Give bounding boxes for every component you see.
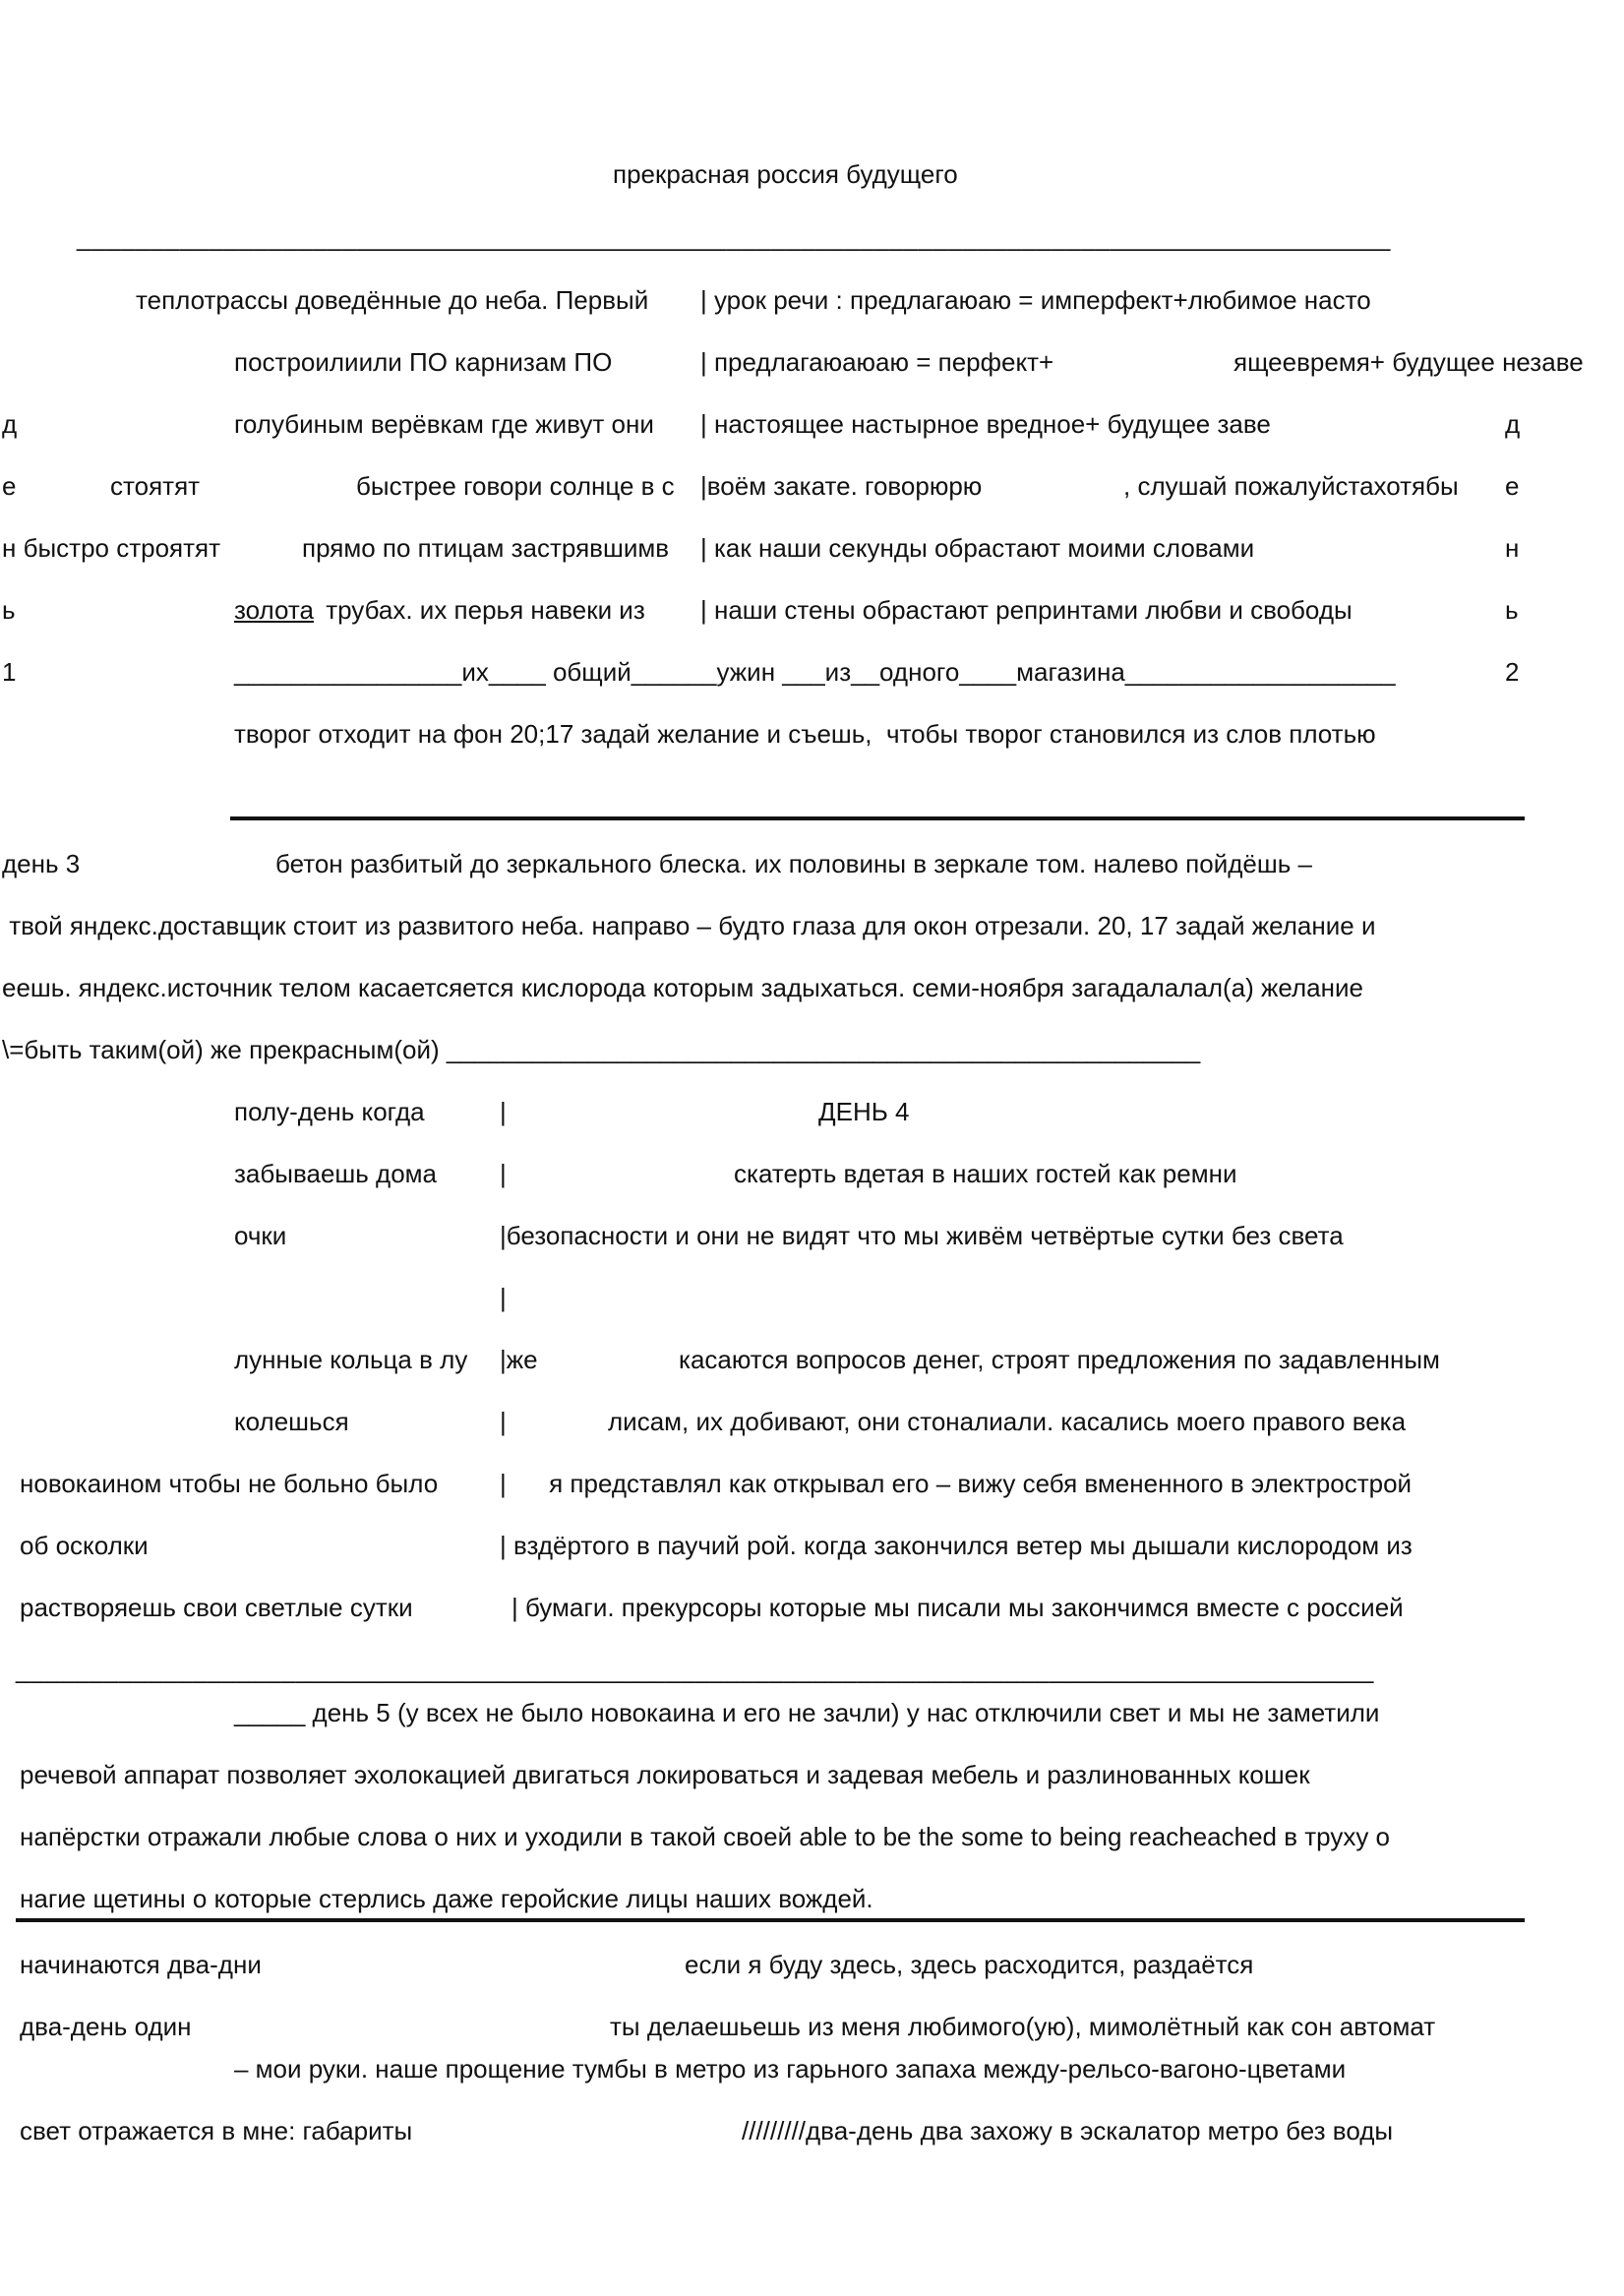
s3-bar-1: | (500, 1097, 507, 1126)
s1-line-6-left: трубах. их перья навеки из (319, 595, 645, 625)
s1-line-2-left: построилиили ПО карнизам ПО (234, 347, 613, 377)
s1-build-fast: н быстро строятят (2, 533, 221, 563)
s1-line-4-right: |воём закате. говорюрю (700, 471, 983, 501)
s5-line-4-left: свет отражается в мне: габариты (20, 2116, 413, 2145)
s3-right-6: лисам, их добивают, они стоналиали. касались моего правого века (608, 1407, 1407, 1436)
s3-right-8: | вздёртого в паучий рой. когда закончился ветер мы дышали кислородом из (500, 1531, 1413, 1560)
section-divider (16, 1918, 1525, 1922)
right-vertical-letter: е (1505, 471, 1520, 501)
s2-line-2: твой яндекс.доставщик стоит из развитого неба. направо – будто глаза для окон отрезали. 20, 17 задай желание и (2, 911, 1376, 940)
s1-line-4-tail: , слушай пожалуйстахотябы (1123, 471, 1459, 501)
right-vertical-letter: 2 (1505, 657, 1520, 687)
document-title: прекрасная россия будущего (613, 159, 958, 189)
s1-stoyat: стоятят (110, 471, 201, 501)
s3-bar-6: | (500, 1407, 507, 1436)
s3-bar-2: | (500, 1159, 507, 1188)
s5-line-2-right: ты делаешьешь из меня любимого(ую), мимолётный как сон автомат (610, 2012, 1436, 2041)
s1-line-6-right: | наши стены обрастают репринтами любви и свободы (700, 595, 1353, 625)
left-vertical-letter: 1 (2, 657, 17, 687)
s3-left-5: лунные кольца в лу (234, 1345, 468, 1374)
s3-left-9: растворяешь свои светлые сутки (20, 1593, 413, 1622)
s1-line-5-left: прямо по птицам застрявшимв (302, 533, 670, 563)
s4-line-3: напёрстки отражали любые слова о них и уходили в такой своей able to be the some to being reacheached в труху о (20, 1822, 1391, 1851)
s3-left-1: полу-день когда (234, 1097, 425, 1126)
s3-left-6: колешься (234, 1407, 349, 1436)
s5-line-1-left: начинаются два-дни (20, 1950, 262, 1979)
s4-line-1: _____ день 5 (у всех не было новокаина и его не зачли) у нас отключили свет и мы не заметили (234, 1698, 1380, 1727)
s3-left-7: новокаином чтобы не больно было (20, 1469, 439, 1498)
s2-line-3: еешь. яндекс.источник телом касаетсяется кислорода которым задыхаться. семи-ноября загадалалал(а) желание (2, 973, 1363, 1002)
s3-rule: ____________________________________________________________________________________________ (16, 1655, 1374, 1684)
right-vertical-letter: д (1505, 409, 1521, 439)
right-vertical-letter: н (1505, 533, 1520, 563)
left-vertical-letter: ь (2, 595, 16, 625)
s3-bar-4: | (500, 1283, 507, 1312)
s3-right-2: скатерть вдетая в наших гостей как ремни (734, 1159, 1237, 1188)
s4-line-2: речевой аппарат позволяет эхолокацией двигаться локироваться и задевая мебель и разлинованных кошек (20, 1760, 1310, 1789)
s1-line-3-left: голубиным верёвкам где живут они (234, 409, 654, 439)
section-divider (230, 816, 1525, 820)
s1-line-2-tail: ящеевремя+ будущее незаве (1233, 347, 1584, 377)
s3-right-5: касаются вопросов денег, строят предложения по задавленным (679, 1345, 1440, 1374)
s3-bar-5: |же (500, 1345, 538, 1374)
s5-line-1-right: если я буду здесь, здесь расходится, раздаётся (685, 1950, 1254, 1979)
s1-line-1-right: | урок речи : предлагаюаю = имперфект+любимое насто (700, 285, 1371, 315)
left-vertical-letter: д (2, 409, 18, 439)
s2-line-4: \=быть таким(ой) же прекрасным(ой) _____________________________________________________ (2, 1035, 1201, 1064)
s1-underlined-word: золота (234, 595, 314, 625)
s1-dinner-line: ________________их____ общий______ужин ___из__одного____магазина___________________ (234, 657, 1396, 687)
s5-line-4-right: /////////два-день два захожу в эскалатор метро без воды (742, 2116, 1394, 2145)
s3-right-7: | я представлял как открывал его – вижу себя вмененного в электрострой (500, 1469, 1413, 1498)
s3-left-2: забываешь дома (234, 1159, 437, 1188)
s3-left-8: об осколки (20, 1531, 149, 1560)
s5-line-2-left: два-день один (20, 2012, 192, 2041)
s4-line-4: нагие щетины о которые стерлись даже геройские лицы наших вождей. (20, 1884, 873, 1913)
s3-right-3: |безопасности и они не видят что мы живём четвёртые сутки без света (500, 1221, 1344, 1250)
s1-tvorog-line: творог отходит на фон 20;17 задай желание и съешь, чтобы творог становился из слов плотью (234, 719, 1376, 749)
s1-line-4-left: быстрее говори солнце в с (356, 471, 675, 501)
s3-day-4: ДЕНЬ 4 (818, 1097, 910, 1126)
s5-line-3: – мои руки. наше прощение тумбы в метро из гарьного запаха между-рельсо-вагоно-цветами (234, 2054, 1347, 2084)
s1-line-5-right: | как наши секунды обрастают моими словами (700, 533, 1255, 563)
s1-line-3-right: | настоящее настырное вредное+ будущее заве (700, 409, 1271, 439)
s2-day-label: день 3 (2, 849, 81, 878)
s1-line-2-right: | предлагаюаюаю = перфект+ (700, 347, 1054, 377)
s3-right-9: | бумаги. прекурсоры которые мы писали мы закончимся вместе с россией (511, 1593, 1404, 1622)
s1-line-1-left: теплотрассы доведённые до неба. Первый (136, 285, 649, 315)
top-rule: _________________________________________________________________________________________ (77, 222, 1391, 252)
right-vertical-letter: ь (1505, 595, 1519, 625)
s3-left-3: очки (234, 1221, 287, 1250)
s2-line-1: бетон разбитый до зеркального блеска. их половины в зеркале том. налево пойдёшь – (275, 849, 1312, 878)
left-vertical-letter: е (2, 471, 17, 501)
